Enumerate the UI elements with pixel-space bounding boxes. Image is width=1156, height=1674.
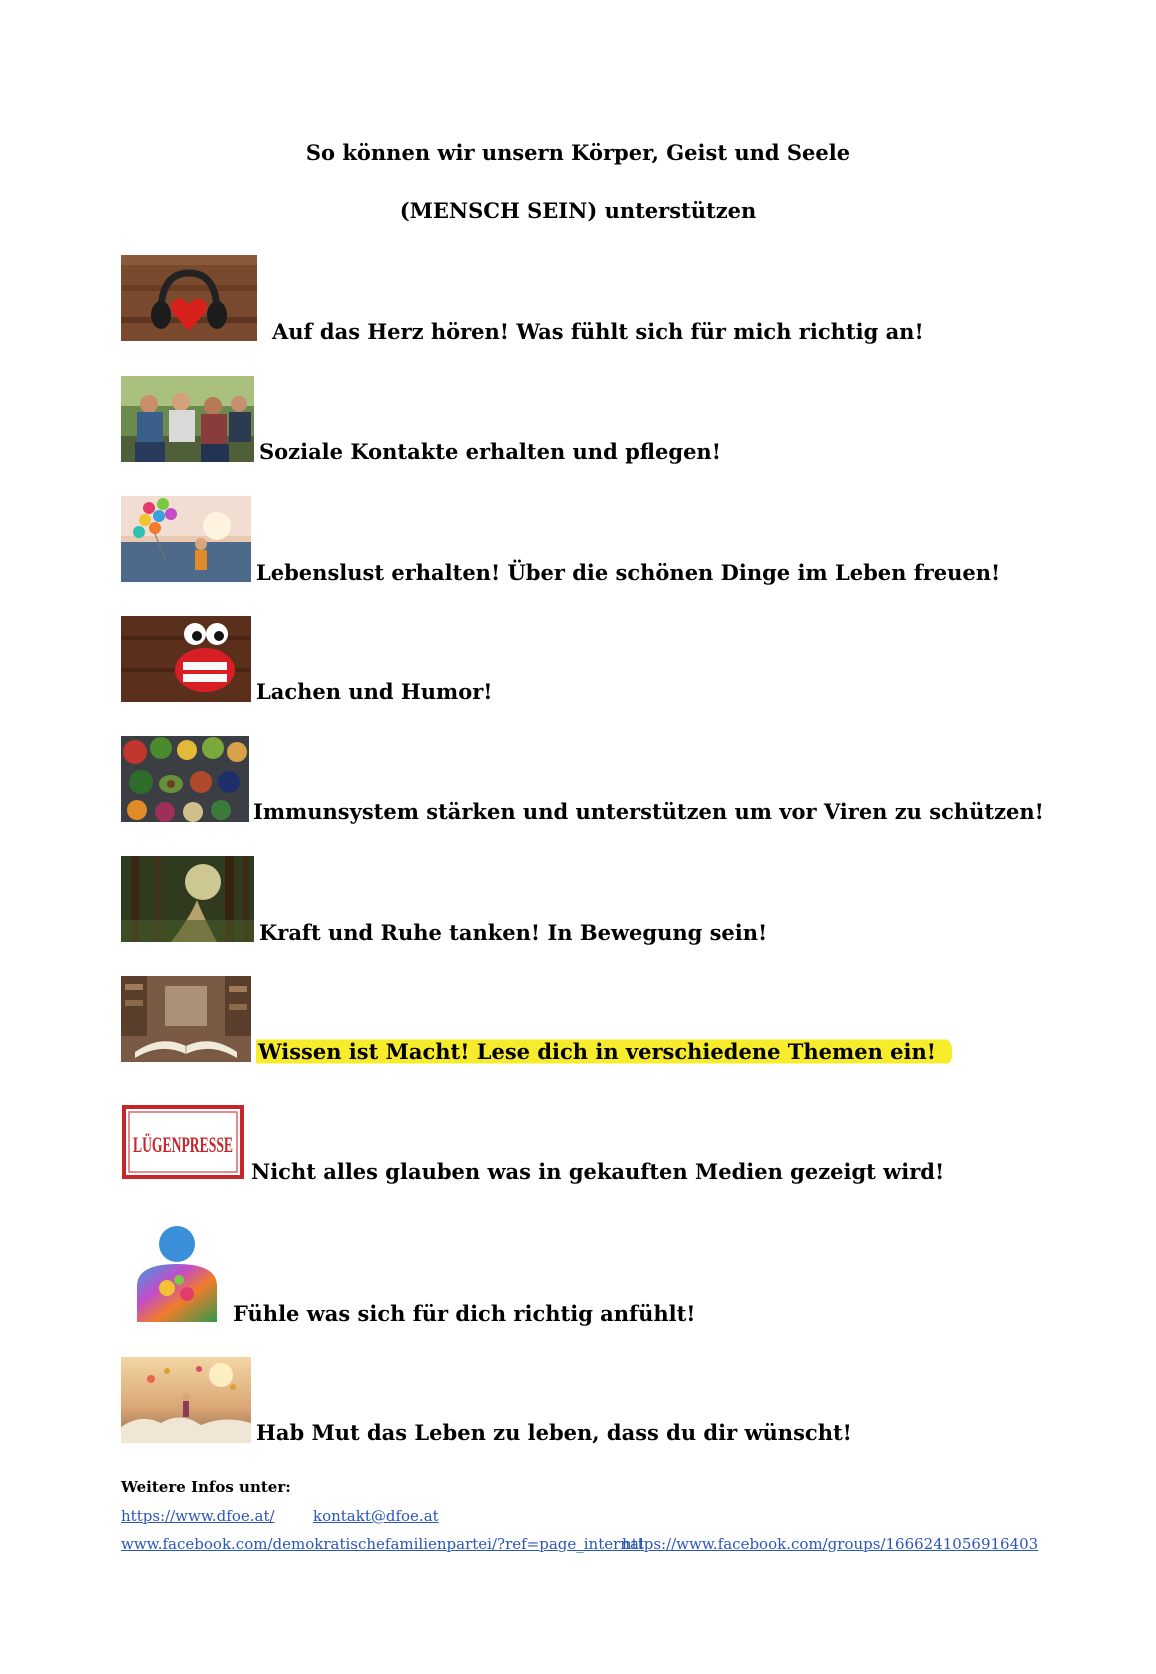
item-text: Fühle was sich für dich richtig anfühlt!	[233, 1301, 696, 1326]
item-text: Kraft und Ruhe tanken! In Bewegung sein!	[259, 920, 768, 945]
heart-headphones-photo	[121, 255, 257, 341]
facebook-page-link[interactable]: www.facebook.com/demokratischefamilienpartei/?ref=page_internal	[121, 1535, 644, 1553]
item-text: Hab Mut das Leben zu leben, dass du dir wünscht!	[256, 1420, 852, 1445]
page-title-line-1: So können wir unsern Körper, Geist und Seele	[305, 140, 851, 165]
footer-label: Weitere Infos unter:	[121, 1478, 291, 1496]
item-text: Lachen und Humor!	[256, 679, 493, 704]
page-title-line-2: (MENSCH SEIN) unterstützen	[399, 198, 757, 223]
highlighted-text: Wissen ist Macht! Lese dich in verschiedene Themen ein!	[256, 1037, 952, 1066]
website-link[interactable]: https://www.dfoe.at/	[121, 1507, 275, 1525]
item-text: Immunsystem stärken und unterstützen um vor Viren zu schützen!	[253, 799, 1044, 824]
item-text: Soziale Kontakte erhalten und pflegen!	[259, 439, 721, 464]
vegetables-photo	[121, 736, 249, 822]
stamp-logo	[121, 1104, 245, 1180]
item-text: Auf das Herz hören! Was fühlt sich für mich richtig an!	[272, 319, 924, 344]
dreamy-sky-photo	[121, 1357, 251, 1443]
item-text: Lebenslust erhalten! Über die schönen Dinge im Leben freuen!	[256, 560, 1001, 585]
balloons-child-photo	[121, 496, 251, 582]
people-hugging-photo	[121, 376, 254, 462]
chattering-teeth-photo	[121, 616, 251, 702]
colorful-figure-illustration	[127, 1222, 227, 1322]
stamp-text: LÜGENPRESSE	[133, 1132, 233, 1157]
forest-path-photo	[121, 856, 254, 942]
facebook-group-link[interactable]: https://www.facebook.com/groups/1666241056916403	[622, 1535, 1039, 1553]
item-text-highlighted	[256, 1039, 952, 1064]
open-book-library-photo	[121, 976, 251, 1062]
item-text: Nicht alles glauben was in gekauften Medien gezeigt wird!	[251, 1159, 945, 1184]
email-link[interactable]: kontakt@dfoe.at	[313, 1507, 439, 1525]
